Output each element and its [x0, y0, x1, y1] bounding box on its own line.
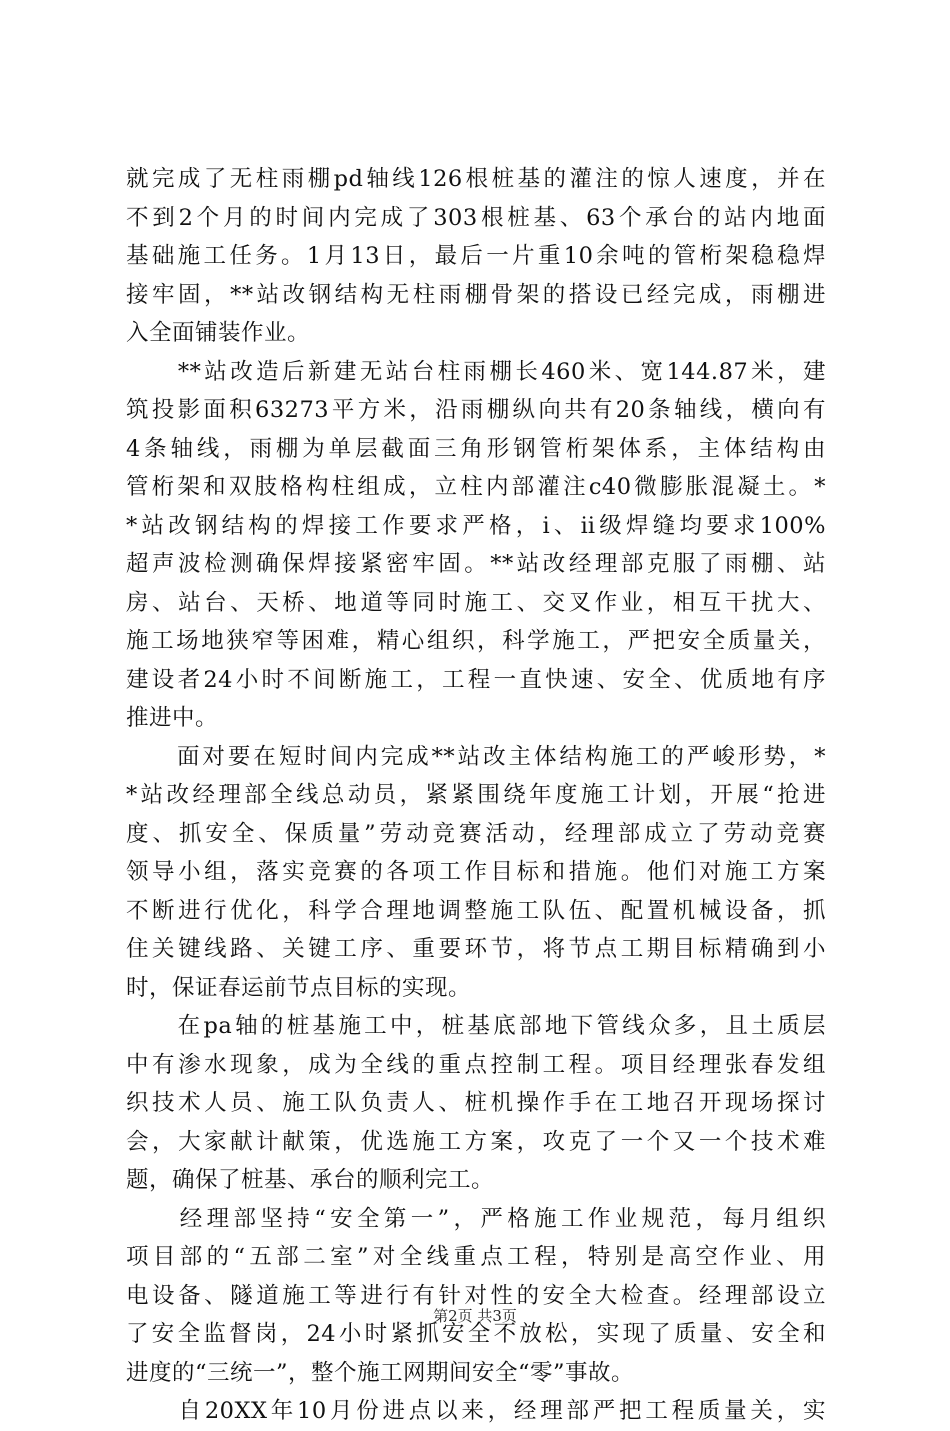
text-line: 在pa轴的桩基施工中，桩基底部地下管线众多，且土质层 [126, 1013, 826, 1039]
text-line: 不断进行优化，科学合理地调整施工队伍、配置机械设备，抓 [126, 897, 826, 924]
text-line: 住关键线路、关键工序、重要环节，将节点工期目标精确到小 [126, 936, 826, 962]
text-line: 不到2个月的时间内完成了303根桩基、63个承台的站内地面 [126, 204, 826, 231]
text-line: 就完成了无柱雨棚pd轴线126根桩基的灌注的惊人速度，并在 [126, 166, 826, 192]
text-line: 中有渗水现象，成为全线的重点控制工程。项目经理张春发组 [126, 1051, 826, 1078]
text-line: *站改经理部全线总动员，紧紧围绕年度施工计划，开展“抢进 [126, 782, 826, 808]
text-line: 自20XX年10月份进点以来，经理部严把工程质量关，实 [126, 1398, 826, 1424]
text-line: 房、站台、天桥、地道等同时施工、交叉作业，相互干扰大、 [126, 589, 826, 616]
text-line: 题，确保了桩基、承台的顺利完工。 [126, 1167, 495, 1193]
text-line: 经理部坚持“安全第一”，严格施工作业规范，每月组织 [126, 1205, 826, 1232]
text-line: *站改钢结构的焊接工作要求严格，ⅰ、ⅱ级焊缝均要求100% [126, 512, 826, 539]
text-line: 管桁架和双肢格构柱组成，立柱内部灌注c40微膨胀混凝土。* [126, 474, 826, 500]
text-line: 领导小组，落实竞赛的各项工作目标和措施。他们对施工方案 [126, 859, 826, 885]
text-line: 时，保证春运前节点目标的实现。 [126, 974, 472, 1001]
text-line: **站改造后新建无站台柱雨棚长460米、宽144.87米，建 [126, 358, 826, 385]
text-line: 接牢固，**站改钢结构无柱雨棚骨架的搭设已经完成，雨棚进 [126, 281, 826, 308]
document-body [126, 160, 826, 1431]
text-line: 超声波检测确保焊接紧密牢固。**站改经理部克服了雨棚、站 [126, 551, 826, 577]
text-line: 面对要在短时间内完成**站改主体结构施工的严峻形势，* [126, 743, 826, 770]
text-line: 度、抓安全、保质量”劳动竞赛活动，经理部成立了劳动竞赛 [126, 820, 826, 847]
text-line: 施工场地狭窄等困难，精心组织，科学施工，严把安全质量关， [126, 628, 826, 654]
text-line: 了安全监督岗，24小时紧抓安全不放松，实现了质量、安全和 [126, 1321, 826, 1347]
text-line: 基础施工任务。1月13日，最后一片重10余吨的管桁架稳稳焊 [126, 243, 826, 269]
text-line: 推进中。 [126, 705, 219, 731]
text-line: 进度的“三统一”，整个施工网期间安全“零”事故。 [126, 1359, 635, 1386]
text-line: 会，大家献计献策，优选施工方案，攻克了一个又一个技术难 [126, 1128, 826, 1155]
text-line: 建设者24小时不间断施工，工程一直快速、安全、优质地有序 [126, 666, 826, 693]
text-line: 项目部的“五部二室”对全线重点工程，特别是高空作业、用 [126, 1244, 826, 1270]
text-line: 电设备、隧道施工等进行有针对性的安全大检查。经理部设立 [126, 1282, 826, 1309]
page-footer: 第2页 共3页 [433, 1307, 517, 1325]
text-line: 筑投影面积63273平方米，沿雨棚纵向共有20条轴线，横向有 [126, 397, 826, 423]
text-line: 织技术人员、施工队负责人、桩机操作手在工地召开现场探讨 [126, 1090, 826, 1116]
text-line: 4条轴线，雨棚为单层截面三角形钢管桁架体系，主体结构由 [126, 435, 826, 462]
text-line: 入全面铺装作业。 [126, 320, 311, 346]
